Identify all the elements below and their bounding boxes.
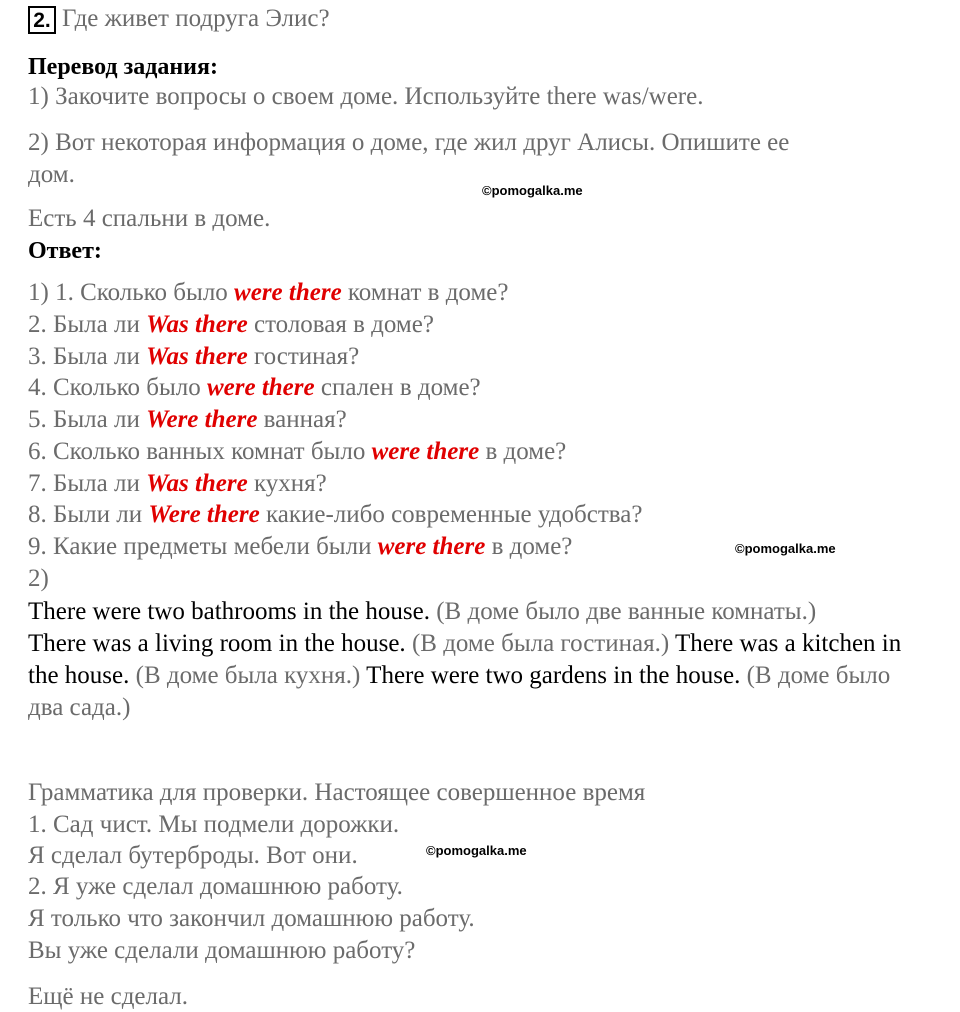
- question-8: [28, 500, 642, 530]
- question-text: 1) 1. Сколько было: [28, 279, 235, 306]
- grammar-line-5: Вы уже сделали домашнюю работу?: [28, 937, 416, 964]
- question-text: гостиная?: [247, 343, 360, 370]
- task-title: Где живет подруга Элис?: [62, 5, 330, 32]
- question-text: в доме?: [485, 533, 573, 560]
- question-text: в доме?: [479, 438, 567, 465]
- question-text: 9. Какие предметы мебели были: [28, 533, 378, 560]
- translation-heading: Перевод задания:: [28, 54, 218, 80]
- question-text: кухня?: [247, 470, 327, 497]
- translation-line-3: Есть 4 спальни в доме.: [28, 205, 271, 232]
- question-5: [28, 405, 347, 435]
- question-highlight: were there: [377, 533, 486, 560]
- translation-line-1: 1) Закочите вопросы о своем доме. Используйте there was/were.: [28, 83, 704, 110]
- question-2: [28, 310, 434, 340]
- question-highlight: were there: [234, 279, 342, 306]
- question-9: [28, 532, 572, 562]
- question-6: [28, 437, 566, 467]
- question-text: комнат в доме?: [341, 279, 509, 306]
- question-3: [28, 342, 359, 372]
- question-text: столовая в доме?: [247, 311, 434, 338]
- question-text: 8. Были ли: [28, 501, 149, 528]
- question-text: какие-либо современные удобства?: [259, 501, 643, 528]
- question-1: [28, 278, 508, 308]
- sentence-ru: (В доме было две ванные комнаты.): [429, 598, 817, 625]
- question-7: [28, 469, 327, 499]
- answer-part-2-text: [28, 596, 908, 724]
- sentence-en: There was a kitchen in the house.: [28, 630, 902, 689]
- grammar-line-2: Я сделал бутерброды. Вот они.: [28, 842, 358, 869]
- question-highlight: Were there: [148, 501, 260, 528]
- watermark-3: ©pomogalka.me: [426, 843, 527, 858]
- question-text: 7. Была ли: [28, 470, 147, 497]
- grammar-line-3: 2. Я уже сделал домашнюю работу.: [28, 873, 403, 900]
- sentence-en: There were two bathrooms in the house.: [28, 598, 430, 625]
- question-highlight: Was there: [146, 311, 248, 338]
- question-text: ванная?: [257, 406, 347, 433]
- grammar-title: Грамматика для проверки. Настоящее совершенное время: [28, 779, 646, 806]
- grammar-line-6: Ещё не сделал.: [28, 983, 189, 1010]
- sentence-ru: (В доме была кухня.): [129, 662, 361, 689]
- question-text: 4. Сколько было: [28, 374, 207, 401]
- question-4: [28, 373, 481, 403]
- translation-line-2b: дом.: [28, 161, 75, 188]
- grammar-line-1: 1. Сад чист. Мы подмели дорожки.: [28, 811, 400, 838]
- sentence-en: There was a living room in the house.: [28, 630, 406, 657]
- sentence-en: There were two gardens in the house.: [360, 662, 741, 689]
- answer-part-2-label: 2): [28, 565, 49, 592]
- question-highlight: were there: [206, 374, 315, 401]
- sentence-ru: (В доме была гостиная.): [405, 630, 670, 657]
- grammar-line-4: Я только что закончил домашнюю работу.: [28, 905, 475, 932]
- question-text: 2. Была ли: [28, 311, 147, 338]
- question-text: 3. Была ли: [28, 343, 147, 370]
- task-number: 2.: [33, 8, 51, 32]
- question-highlight: Was there: [146, 470, 248, 497]
- question-highlight: Was there: [146, 343, 248, 370]
- watermark-2: ©pomogalka.me: [735, 541, 836, 556]
- question-text: 6. Сколько ванных комнат было: [28, 438, 372, 465]
- question-highlight: Were there: [146, 406, 258, 433]
- watermark-1: ©pomogalka.me: [482, 183, 583, 198]
- answer-heading: Ответ:: [28, 238, 102, 264]
- task-number-box: [28, 6, 56, 34]
- question-highlight: were there: [371, 438, 480, 465]
- question-text: спален в доме?: [314, 374, 481, 401]
- sentence-ru: (В доме было два сада.): [28, 662, 891, 721]
- translation-line-2a: 2) Вот некоторая информация о доме, где жил друг Алисы. Опишите ее: [28, 129, 790, 156]
- question-text: 5. Была ли: [28, 406, 147, 433]
